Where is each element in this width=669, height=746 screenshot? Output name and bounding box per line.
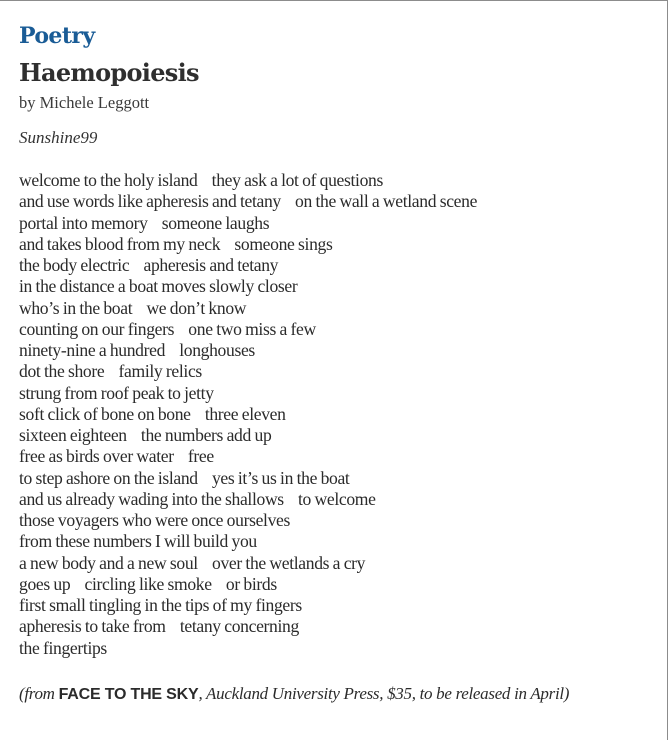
poem-line: goes up circling like smoke or birds	[19, 573, 277, 594]
poem-line: the fingertips	[19, 637, 107, 658]
poem-line: soft click of bone on bone three eleven	[19, 403, 286, 424]
poem-subtitle: Sunshine99	[19, 128, 98, 147]
poem-title: Haemopoiesis	[19, 58, 199, 87]
credit-details: , Auckland University Press, $35, to be released in April)	[198, 683, 570, 703]
credit-open: (from	[19, 683, 59, 703]
poem-line: portal into memory someone laughs	[19, 212, 270, 233]
poem-line: ninety-nine a hundred longhouses	[19, 340, 255, 360]
poem-line: in the distance a boat moves slowly closer	[19, 276, 298, 297]
poem-line: to step ashore on the island yes it’s us in the boat	[19, 467, 350, 488]
poem-line: and takes blood from my neck someone sings	[19, 233, 333, 254]
article	[19, 22, 659, 706]
poem-line: sixteen eighteen the numbers add up	[19, 425, 272, 445]
poem-line: the body electric apheresis and tetany	[19, 255, 279, 275]
poem-line: a new body and a new soul over the wetlands a cry	[19, 552, 366, 573]
byline: by Michele Leggott	[19, 93, 150, 112]
poem-line: dot the shore family relics	[19, 361, 202, 382]
poem-line: free as birds over water free	[19, 446, 214, 467]
publication-credit	[19, 683, 659, 706]
poem-line: counting on our fingers one two miss a few	[19, 318, 316, 339]
poem-line: first small tingling in the tips of my fingers	[19, 595, 302, 615]
poem-line: welcome to the holy island they ask a lot of questions	[19, 170, 383, 190]
poem-line: and us already wading into the shallows to welcome	[19, 488, 376, 509]
poem-line: strung from roof peak to jetty	[19, 382, 214, 403]
poem-line: those voyagers who were once ourselves	[19, 510, 290, 530]
poem-line: apheresis to take from tetany concerning	[19, 616, 299, 637]
poem-line: and use words like apheresis and tetany on the wall a wetland scene	[19, 191, 478, 212]
section-label[interactable]: Poetry	[19, 23, 95, 49]
poem-line: from these numbers I will build you	[19, 531, 257, 552]
book-title: FACE TO THE SKY	[58, 685, 199, 703]
poem-body	[19, 170, 659, 659]
poem-line: who’s in the boat we don’t know	[19, 297, 247, 318]
